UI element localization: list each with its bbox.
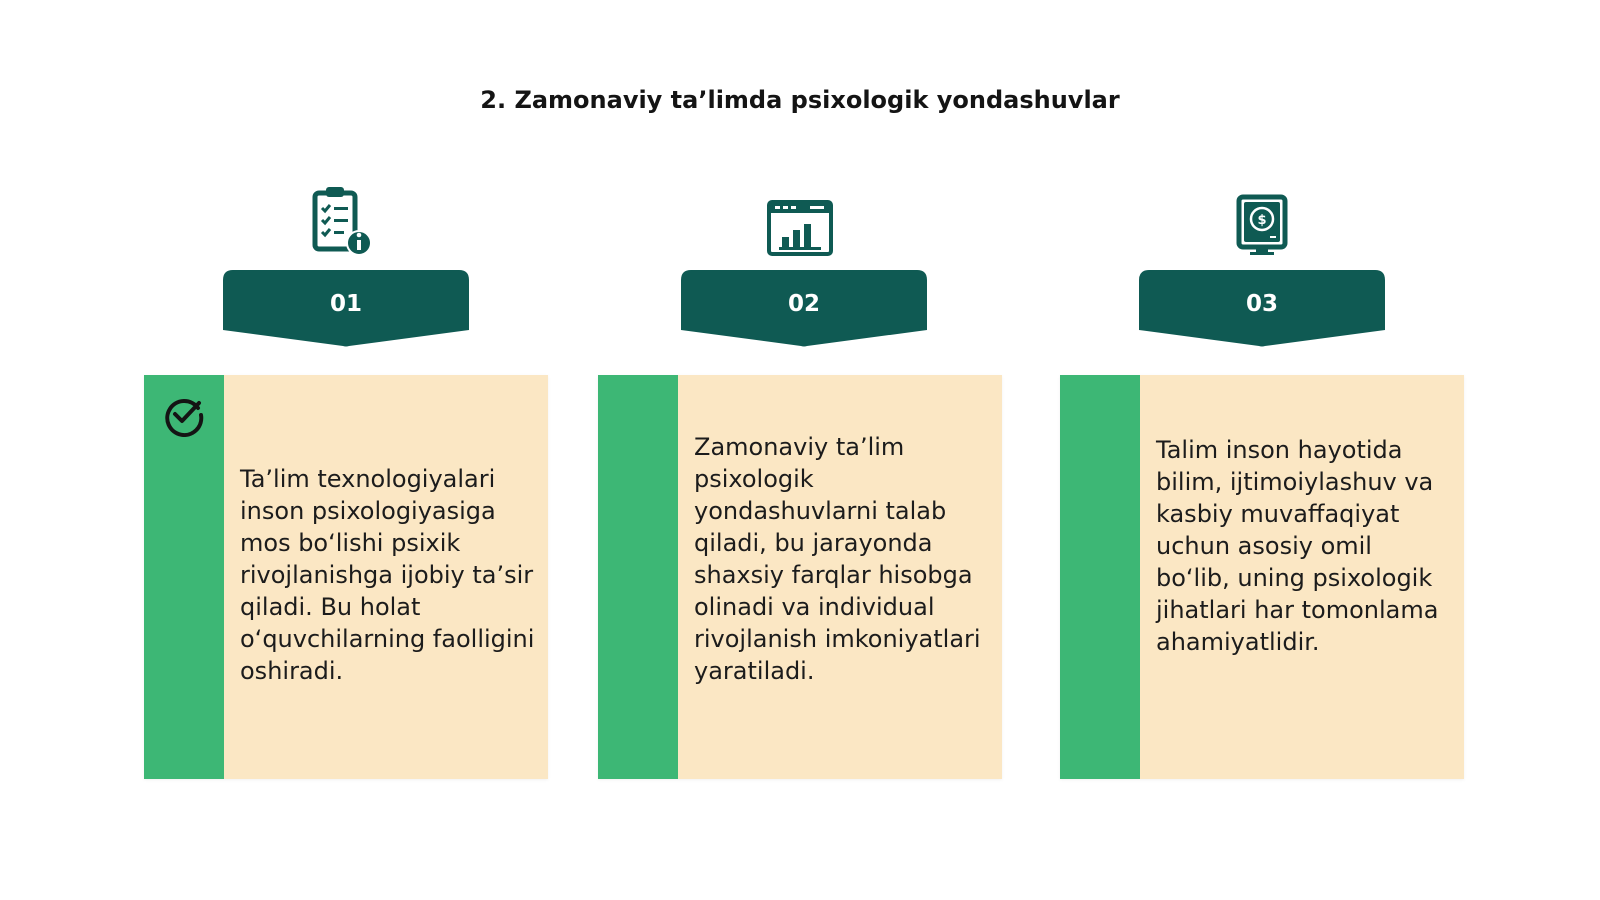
card-text: Ta’lim texnologiyalari inson psixologiyasiga mos bo‘lishi psixik rivojlanishga ijobiy ta’sir qiladi. Bu holat o‘quvchilarning faolligini oshiradi. [240, 465, 535, 685]
card-accent-stripe [598, 375, 678, 779]
info-card-02 [598, 375, 1002, 779]
step-number: 03 [1245, 291, 1278, 317]
clipboard-checklist-info-icon [298, 184, 378, 264]
step-badge-03 [1139, 270, 1385, 350]
info-card-03 [1060, 375, 1464, 779]
card-text: Talim inson hayotida bilim, ijtimoiylashuv va kasbiy muvaffaqiyat uchun asosiy omil bo‘lib, uning psixologik jihatlari har tomonlama ahamiyatlidir. [1156, 436, 1439, 656]
svg-text:$: $ [1257, 213, 1267, 228]
dollar-monitor-icon [1222, 188, 1302, 268]
check-circle-icon [162, 393, 206, 437]
slide-title: 2. Zamonaviy ta’limda psixologik yondashuvlar [480, 86, 1120, 114]
bar-chart-window-icon [760, 190, 840, 270]
info-card-01 [144, 375, 548, 779]
step-number: 01 [329, 291, 362, 317]
card-accent-stripe [1060, 375, 1140, 779]
step-badge-02 [681, 270, 927, 350]
step-badge-01 [223, 270, 469, 350]
card-text: Zamonaviy ta’lim psixologik yondashuvlarni talab qiladi, bu jarayonda shaxsiy farqlar hisobga olinadi va individual rivojlanish imkoniyatlari yaratiladi. [694, 433, 981, 685]
step-number: 02 [787, 291, 820, 317]
